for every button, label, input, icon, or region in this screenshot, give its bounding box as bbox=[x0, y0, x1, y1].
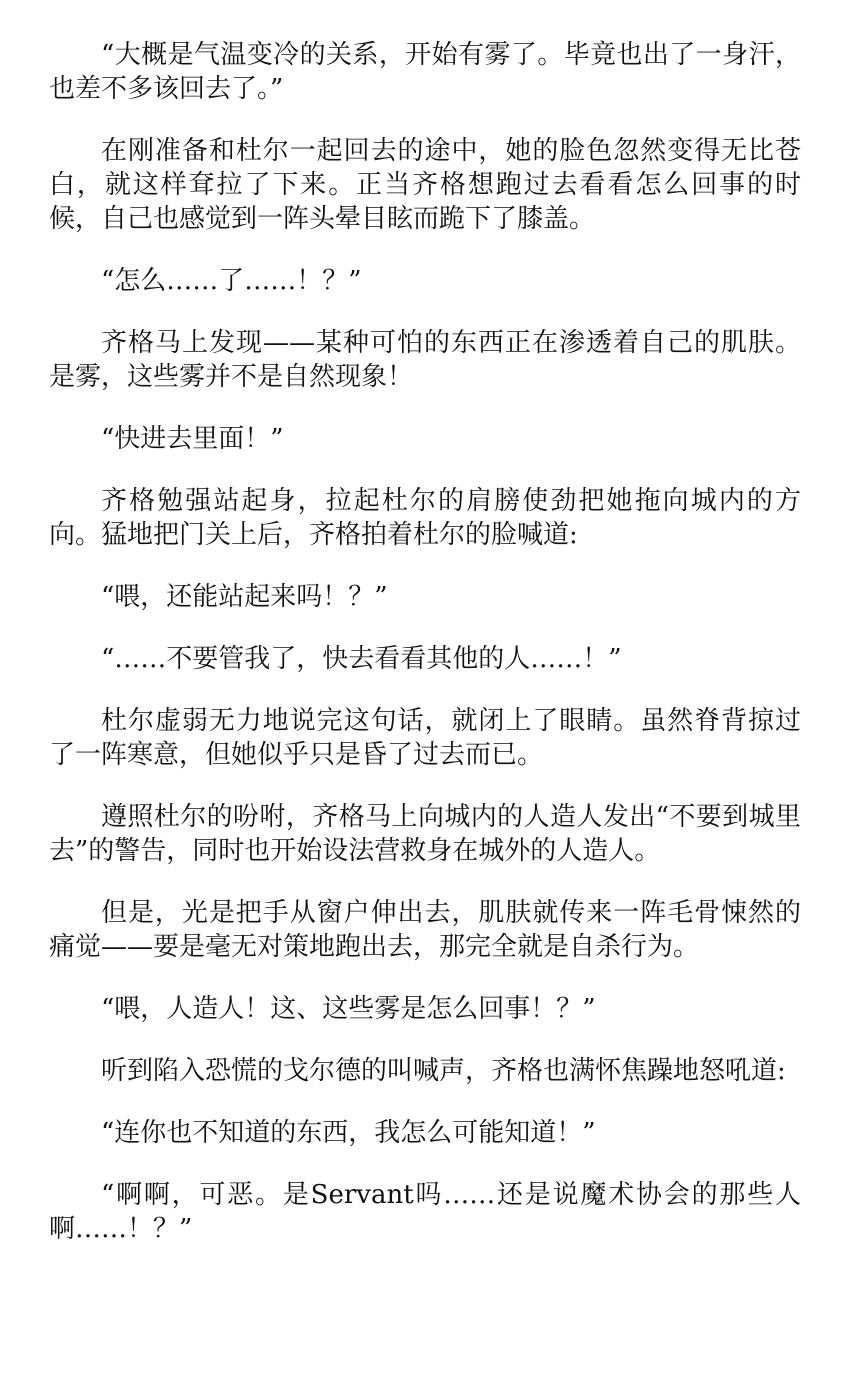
paragraph-6: 齐格勉强站起身，拉起杜尔的肩膀使劲把她拖向城内的方向。猛地把门关上后，齐格拍着杜尔的脸喊道: bbox=[49, 486, 801, 550]
paragraph-13: 听到陷入恐慌的戈尔德的叫喊声，齐格也满怀焦躁地怒吼道: bbox=[101, 1056, 786, 1086]
paragraph-7: “喂，还能站起来吗！？” bbox=[101, 582, 388, 612]
paragraph-2: 在刚准备和杜尔一起回去的途中，她的脸色忽然变得无比苍白，就这样耷拉了下来。正当齐格想跑过去看看怎么回事的时候，自己也感觉到一阵头晕目眩而跪下了膝盖。 bbox=[49, 136, 801, 234]
paragraph-5: “快进去里面！” bbox=[101, 424, 284, 454]
paragraph-10: 遵照杜尔的吩咐，齐格马上向城内的人造人发出“不要到城里去”的警告，同时也开始设法营救身在城外的人造人。 bbox=[49, 802, 801, 866]
paragraph-11: 但是，光是把手从窗户伸出去，肌肤就传来一阵毛骨悚然的痛觉——要是毫无对策地跑出去，那完全就是自杀行为。 bbox=[49, 898, 801, 962]
paragraph-14: “连你也不知道的东西，我怎么可能知道！” bbox=[101, 1118, 596, 1148]
paragraph-12: “喂，人造人！这、这些雾是怎么回事！？” bbox=[101, 994, 596, 1024]
paragraph-9: 杜尔虚弱无力地说完这句话，就闭上了眼睛。虽然脊背掠过了一阵寒意，但她似乎只是昏了过去而已。 bbox=[49, 706, 801, 770]
paragraph-8: “……不要管我了，快去看看其他的人……！” bbox=[101, 644, 622, 674]
paragraph-3: “怎么……了……！？” bbox=[101, 266, 362, 296]
paragraph-15: “啊啊，可恶。是Servant吗……还是说魔术协会的那些人啊……！？” bbox=[49, 1180, 801, 1244]
paragraph-1: “大概是气温变冷的关系，开始有雾了。毕竟也出了一身汗，也差不多该回去了。” bbox=[49, 40, 801, 104]
paragraph-4: 齐格马上发现——某种可怕的东西正在渗透着自己的肌肤。是雾，这些雾并不是自然现象！ bbox=[49, 328, 801, 392]
